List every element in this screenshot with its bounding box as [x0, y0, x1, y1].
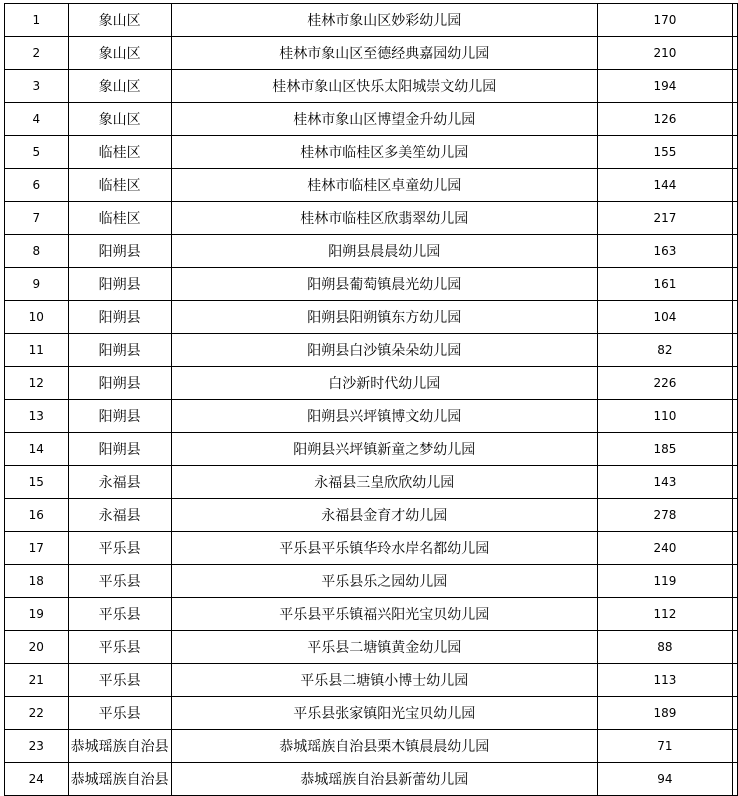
table-edge-gutter: [732, 466, 737, 499]
table-row: [5, 466, 738, 499]
row-number-cell: 22: [5, 697, 69, 730]
enrollment-count-cell: 163: [597, 235, 732, 268]
district-cell: 阳朔县: [68, 334, 171, 367]
table-row: [5, 565, 738, 598]
kindergarten-name-cell: 平乐县二塘镇黄金幼儿园: [171, 631, 597, 664]
row-number-cell: 4: [5, 103, 69, 136]
row-number-cell: 20: [5, 631, 69, 664]
district-cell: 平乐县: [68, 664, 171, 697]
kindergarten-name-cell: 阳朔县葡萄镇晨光幼儿园: [171, 268, 597, 301]
table-row: [5, 169, 738, 202]
enrollment-count-cell: 185: [597, 433, 732, 466]
table-edge-gutter: [732, 235, 737, 268]
table-row: [5, 268, 738, 301]
district-cell: 阳朔县: [68, 235, 171, 268]
kindergarten-name-cell: 桂林市临桂区多美笙幼儿园: [171, 136, 597, 169]
row-number-cell: 9: [5, 268, 69, 301]
row-number-cell: 7: [5, 202, 69, 235]
row-number-cell: 23: [5, 730, 69, 763]
kindergarten-name-cell: 桂林市象山区至德经典嘉园幼儿园: [171, 37, 597, 70]
table-row: [5, 664, 738, 697]
kindergarten-name-cell: 桂林市临桂区欣翡翠幼儿园: [171, 202, 597, 235]
table-row: [5, 433, 738, 466]
kindergarten-name-cell: 平乐县平乐镇福兴阳光宝贝幼儿园: [171, 598, 597, 631]
table-row: [5, 730, 738, 763]
table-row: [5, 4, 738, 37]
enrollment-count-cell: 113: [597, 664, 732, 697]
table-body: [5, 4, 738, 796]
row-number-cell: 1: [5, 4, 69, 37]
district-cell: 临桂区: [68, 202, 171, 235]
table-row: [5, 631, 738, 664]
table-edge-gutter: [732, 697, 737, 730]
enrollment-count-cell: 82: [597, 334, 732, 367]
table-edge-gutter: [732, 598, 737, 631]
table-edge-gutter: [732, 4, 737, 37]
table-row: [5, 334, 738, 367]
district-cell: 阳朔县: [68, 268, 171, 301]
table-edge-gutter: [732, 70, 737, 103]
kindergarten-name-cell: 恭城瑶族自治县栗木镇晨晨幼儿园: [171, 730, 597, 763]
district-cell: 平乐县: [68, 697, 171, 730]
table-edge-gutter: [732, 37, 737, 70]
table-row: [5, 763, 738, 796]
enrollment-count-cell: 210: [597, 37, 732, 70]
row-number-cell: 12: [5, 367, 69, 400]
table-row: [5, 532, 738, 565]
row-number-cell: 8: [5, 235, 69, 268]
table-edge-gutter: [732, 433, 737, 466]
table-edge-gutter: [732, 136, 737, 169]
table-edge-gutter: [732, 268, 737, 301]
enrollment-count-cell: 189: [597, 697, 732, 730]
table-row: [5, 367, 738, 400]
table-row: [5, 301, 738, 334]
enrollment-count-cell: 144: [597, 169, 732, 202]
kindergarten-name-cell: 平乐县二塘镇小博士幼儿园: [171, 664, 597, 697]
district-cell: 象山区: [68, 37, 171, 70]
table-edge-gutter: [732, 631, 737, 664]
row-number-cell: 13: [5, 400, 69, 433]
district-cell: 恭城瑶族自治县: [68, 730, 171, 763]
district-cell: 阳朔县: [68, 433, 171, 466]
table-edge-gutter: [732, 334, 737, 367]
kindergarten-name-cell: 白沙新时代幼儿园: [171, 367, 597, 400]
row-number-cell: 5: [5, 136, 69, 169]
kindergarten-name-cell: 平乐县平乐镇华玲水岸名都幼儿园: [171, 532, 597, 565]
enrollment-count-cell: 240: [597, 532, 732, 565]
kindergarten-name-cell: 桂林市象山区妙彩幼儿园: [171, 4, 597, 37]
table-row: [5, 697, 738, 730]
enrollment-count-cell: 126: [597, 103, 732, 136]
table-edge-gutter: [732, 169, 737, 202]
kindergarten-name-cell: 桂林市象山区博望金升幼儿园: [171, 103, 597, 136]
table-row: [5, 37, 738, 70]
district-cell: 永福县: [68, 466, 171, 499]
kindergarten-name-cell: 永福县金育才幼儿园: [171, 499, 597, 532]
enrollment-count-cell: 94: [597, 763, 732, 796]
kindergarten-name-cell: 桂林市象山区快乐太阳城崇文幼儿园: [171, 70, 597, 103]
district-cell: 阳朔县: [68, 400, 171, 433]
enrollment-count-cell: 119: [597, 565, 732, 598]
row-number-cell: 15: [5, 466, 69, 499]
kindergarten-name-cell: 阳朔县晨晨幼儿园: [171, 235, 597, 268]
row-number-cell: 17: [5, 532, 69, 565]
table-edge-gutter: [732, 367, 737, 400]
district-cell: 平乐县: [68, 631, 171, 664]
enrollment-count-cell: 143: [597, 466, 732, 499]
table-edge-gutter: [732, 730, 737, 763]
enrollment-count-cell: 278: [597, 499, 732, 532]
row-number-cell: 19: [5, 598, 69, 631]
district-cell: 临桂区: [68, 169, 171, 202]
table-edge-gutter: [732, 763, 737, 796]
row-number-cell: 21: [5, 664, 69, 697]
row-number-cell: 24: [5, 763, 69, 796]
district-cell: 象山区: [68, 103, 171, 136]
row-number-cell: 18: [5, 565, 69, 598]
table-edge-gutter: [732, 499, 737, 532]
enrollment-count-cell: 170: [597, 4, 732, 37]
kindergarten-name-cell: 桂林市临桂区卓童幼儿园: [171, 169, 597, 202]
district-cell: 临桂区: [68, 136, 171, 169]
row-number-cell: 2: [5, 37, 69, 70]
kindergarten-name-cell: 平乐县乐之园幼儿园: [171, 565, 597, 598]
table-edge-gutter: [732, 532, 737, 565]
row-number-cell: 3: [5, 70, 69, 103]
district-cell: 平乐县: [68, 565, 171, 598]
table-edge-gutter: [732, 400, 737, 433]
row-number-cell: 11: [5, 334, 69, 367]
enrollment-count-cell: 155: [597, 136, 732, 169]
enrollment-count-cell: 161: [597, 268, 732, 301]
table-edge-gutter: [732, 202, 737, 235]
kindergarten-name-cell: 阳朔县兴坪镇新童之梦幼儿园: [171, 433, 597, 466]
district-cell: 象山区: [68, 70, 171, 103]
district-cell: 阳朔县: [68, 301, 171, 334]
table-row: [5, 235, 738, 268]
enrollment-count-cell: 217: [597, 202, 732, 235]
table-edge-gutter: [732, 301, 737, 334]
kindergarten-name-cell: 阳朔县白沙镇朵朵幼儿园: [171, 334, 597, 367]
district-cell: 恭城瑶族自治县: [68, 763, 171, 796]
district-cell: 平乐县: [68, 532, 171, 565]
table-row: [5, 70, 738, 103]
enrollment-count-cell: 110: [597, 400, 732, 433]
district-cell: 平乐县: [68, 598, 171, 631]
table-row: [5, 103, 738, 136]
row-number-cell: 14: [5, 433, 69, 466]
enrollment-count-cell: 226: [597, 367, 732, 400]
enrollment-count-cell: 194: [597, 70, 732, 103]
enrollment-count-cell: 88: [597, 631, 732, 664]
row-number-cell: 6: [5, 169, 69, 202]
enrollment-count-cell: 71: [597, 730, 732, 763]
kindergarten-name-cell: 永福县三皇欣欣幼儿园: [171, 466, 597, 499]
table-row: [5, 202, 738, 235]
table-edge-gutter: [732, 565, 737, 598]
table-row: [5, 598, 738, 631]
table-edge-gutter: [732, 103, 737, 136]
table-row: [5, 136, 738, 169]
kindergarten-name-cell: 平乐县张家镇阳光宝贝幼儿园: [171, 697, 597, 730]
kindergarten-name-cell: 恭城瑶族自治县新蕾幼儿园: [171, 763, 597, 796]
table-edge-gutter: [732, 664, 737, 697]
district-cell: 象山区: [68, 4, 171, 37]
kindergarten-table: [4, 3, 738, 796]
kindergarten-name-cell: 阳朔县阳朔镇东方幼儿园: [171, 301, 597, 334]
kindergarten-name-cell: 阳朔县兴坪镇博文幼儿园: [171, 400, 597, 433]
enrollment-count-cell: 112: [597, 598, 732, 631]
row-number-cell: 16: [5, 499, 69, 532]
row-number-cell: 10: [5, 301, 69, 334]
district-cell: 永福县: [68, 499, 171, 532]
district-cell: 阳朔县: [68, 367, 171, 400]
table-row: [5, 499, 738, 532]
table-row: [5, 400, 738, 433]
enrollment-count-cell: 104: [597, 301, 732, 334]
